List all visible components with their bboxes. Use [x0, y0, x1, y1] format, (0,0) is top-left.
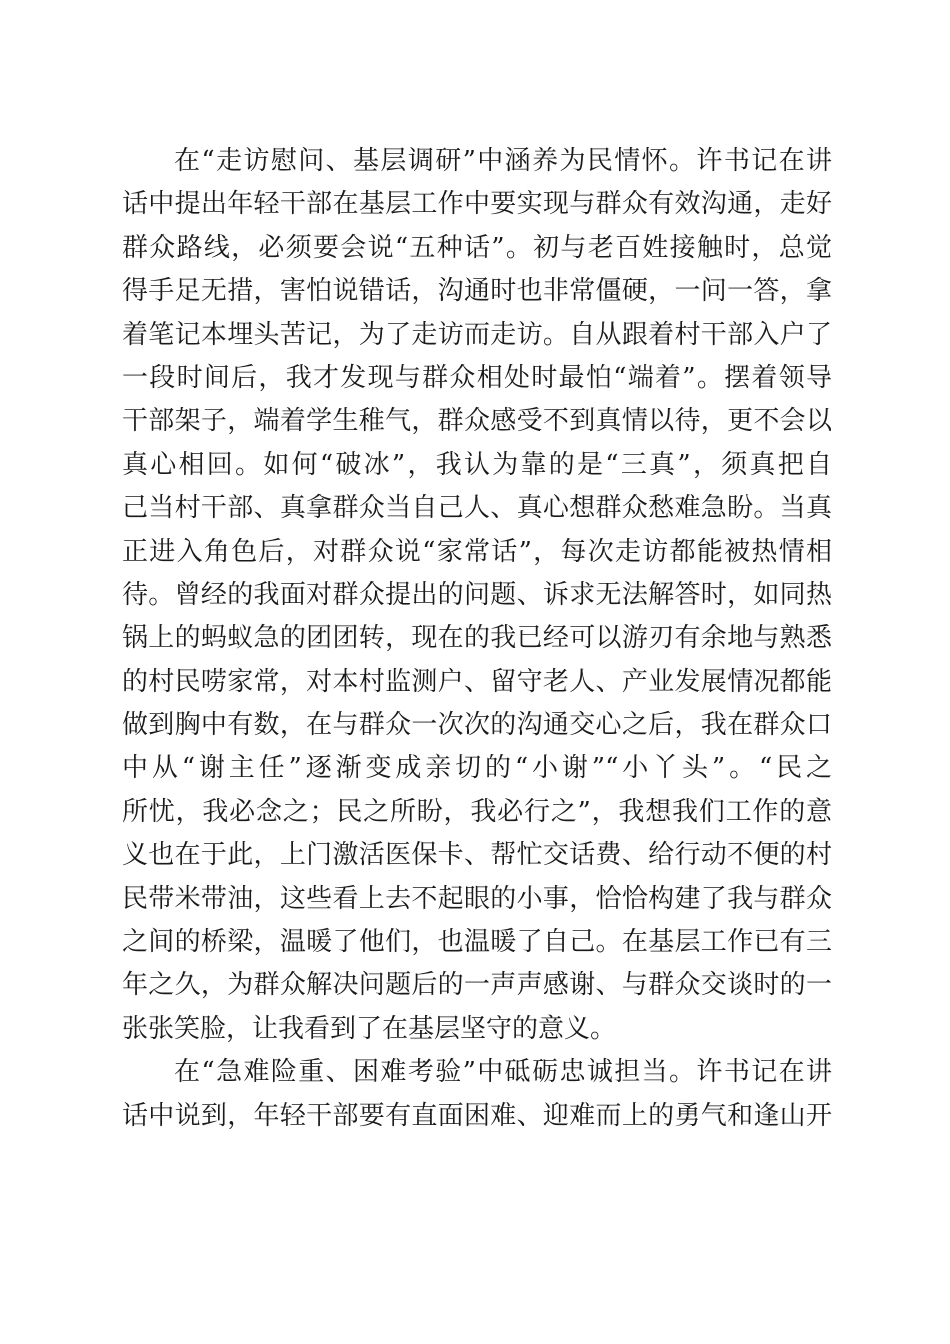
paragraph-1-line-20: 年之久，为群众解决问题后的一声声感谢、与群众交谈时的一	[122, 970, 832, 1001]
paragraph-1-line-12: 锅上的蚂蚁急的团团转，现在的我已经可以游刃有余地与熟悉	[122, 623, 832, 654]
paragraph-1-line-13: 的村民唠家常，对本村监测户、留守老人、产业发展情况都能	[122, 666, 832, 697]
paragraph-1-line-8: 真心相回。如何“破冰”，我认为靠的是“三真”，须真把自	[122, 449, 832, 480]
paragraph-1-line-18: 民带米带油，这些看上去不起眼的小事，恰恰构建了我与群众	[122, 883, 832, 914]
paragraph-1-line-5: 着笔记本埋头苦记，为了走访而走访。自从跟着村干部入户了	[122, 319, 832, 350]
paragraph-1-line-7: 干部架子，端着学生稚气，群众感受不到真情以待，更不会以	[122, 406, 832, 437]
paragraph-1-line-16: 所忧，我必念之；民之所盼，我必行之”，我想我们工作的意	[122, 796, 832, 827]
paragraph-1-line-4: 得手足无措，害怕说错话，沟通时也非常僵硬，一问一答，拿	[122, 276, 832, 307]
paragraph-1-line-3: 群众路线，必须要会说“五种话”。初与老百姓接触时，总觉	[122, 232, 832, 263]
paragraph-1-line-1: 在“走访慰问、基层调研”中涵养为民情怀。许书记在讲	[174, 146, 832, 176]
paragraph-1-line-11: 待。曾经的我面对群众提出的问题、诉求无法解答时，如同热	[122, 579, 832, 610]
paragraph-1-line-6: 一段时间后，我才发现与群众相处时最怕“端着”。摆着领导	[122, 362, 832, 393]
paragraph-1-line-21: 张张笑脸，让我看到了在基层坚守的意义。	[122, 1013, 617, 1044]
paragraph-1-line-2: 话中提出年轻干部在基层工作中要实现与群众有效沟通，走好	[122, 189, 832, 220]
paragraph-1-line-19: 之间的桥梁，温暖了他们，也温暖了自己。在基层工作已有三	[122, 927, 832, 958]
paragraph-1-line-15: 中从“谢主任”逐渐变成亲切的“小谢”“小丫头”。“民之	[122, 753, 832, 784]
paragraph-1-line-10: 正进入角色后，对群众说“家常话”，每次走访都能被热情相	[122, 536, 832, 567]
paragraph-2-line-2: 话中说到，年轻干部要有直面困难、迎难而上的勇气和逢山开	[122, 1100, 832, 1131]
paragraph-1-line-14: 做到胸中有数，在与群众一次次的沟通交心之后，我在群众口	[122, 710, 832, 741]
paragraph-1-line-17: 义也在于此，上门激活医保卡、帮忙交话费、给行动不便的村	[122, 840, 832, 871]
paragraph-1-line-9: 己当村干部、真拿群众当自己人、真心想群众愁难急盼。当真	[122, 493, 832, 524]
paragraph-2-line-1: 在“急难险重、困难考验”中砥砺忠诚担当。许书记在讲	[174, 1057, 832, 1088]
body-text	[122, 140, 832, 1138]
